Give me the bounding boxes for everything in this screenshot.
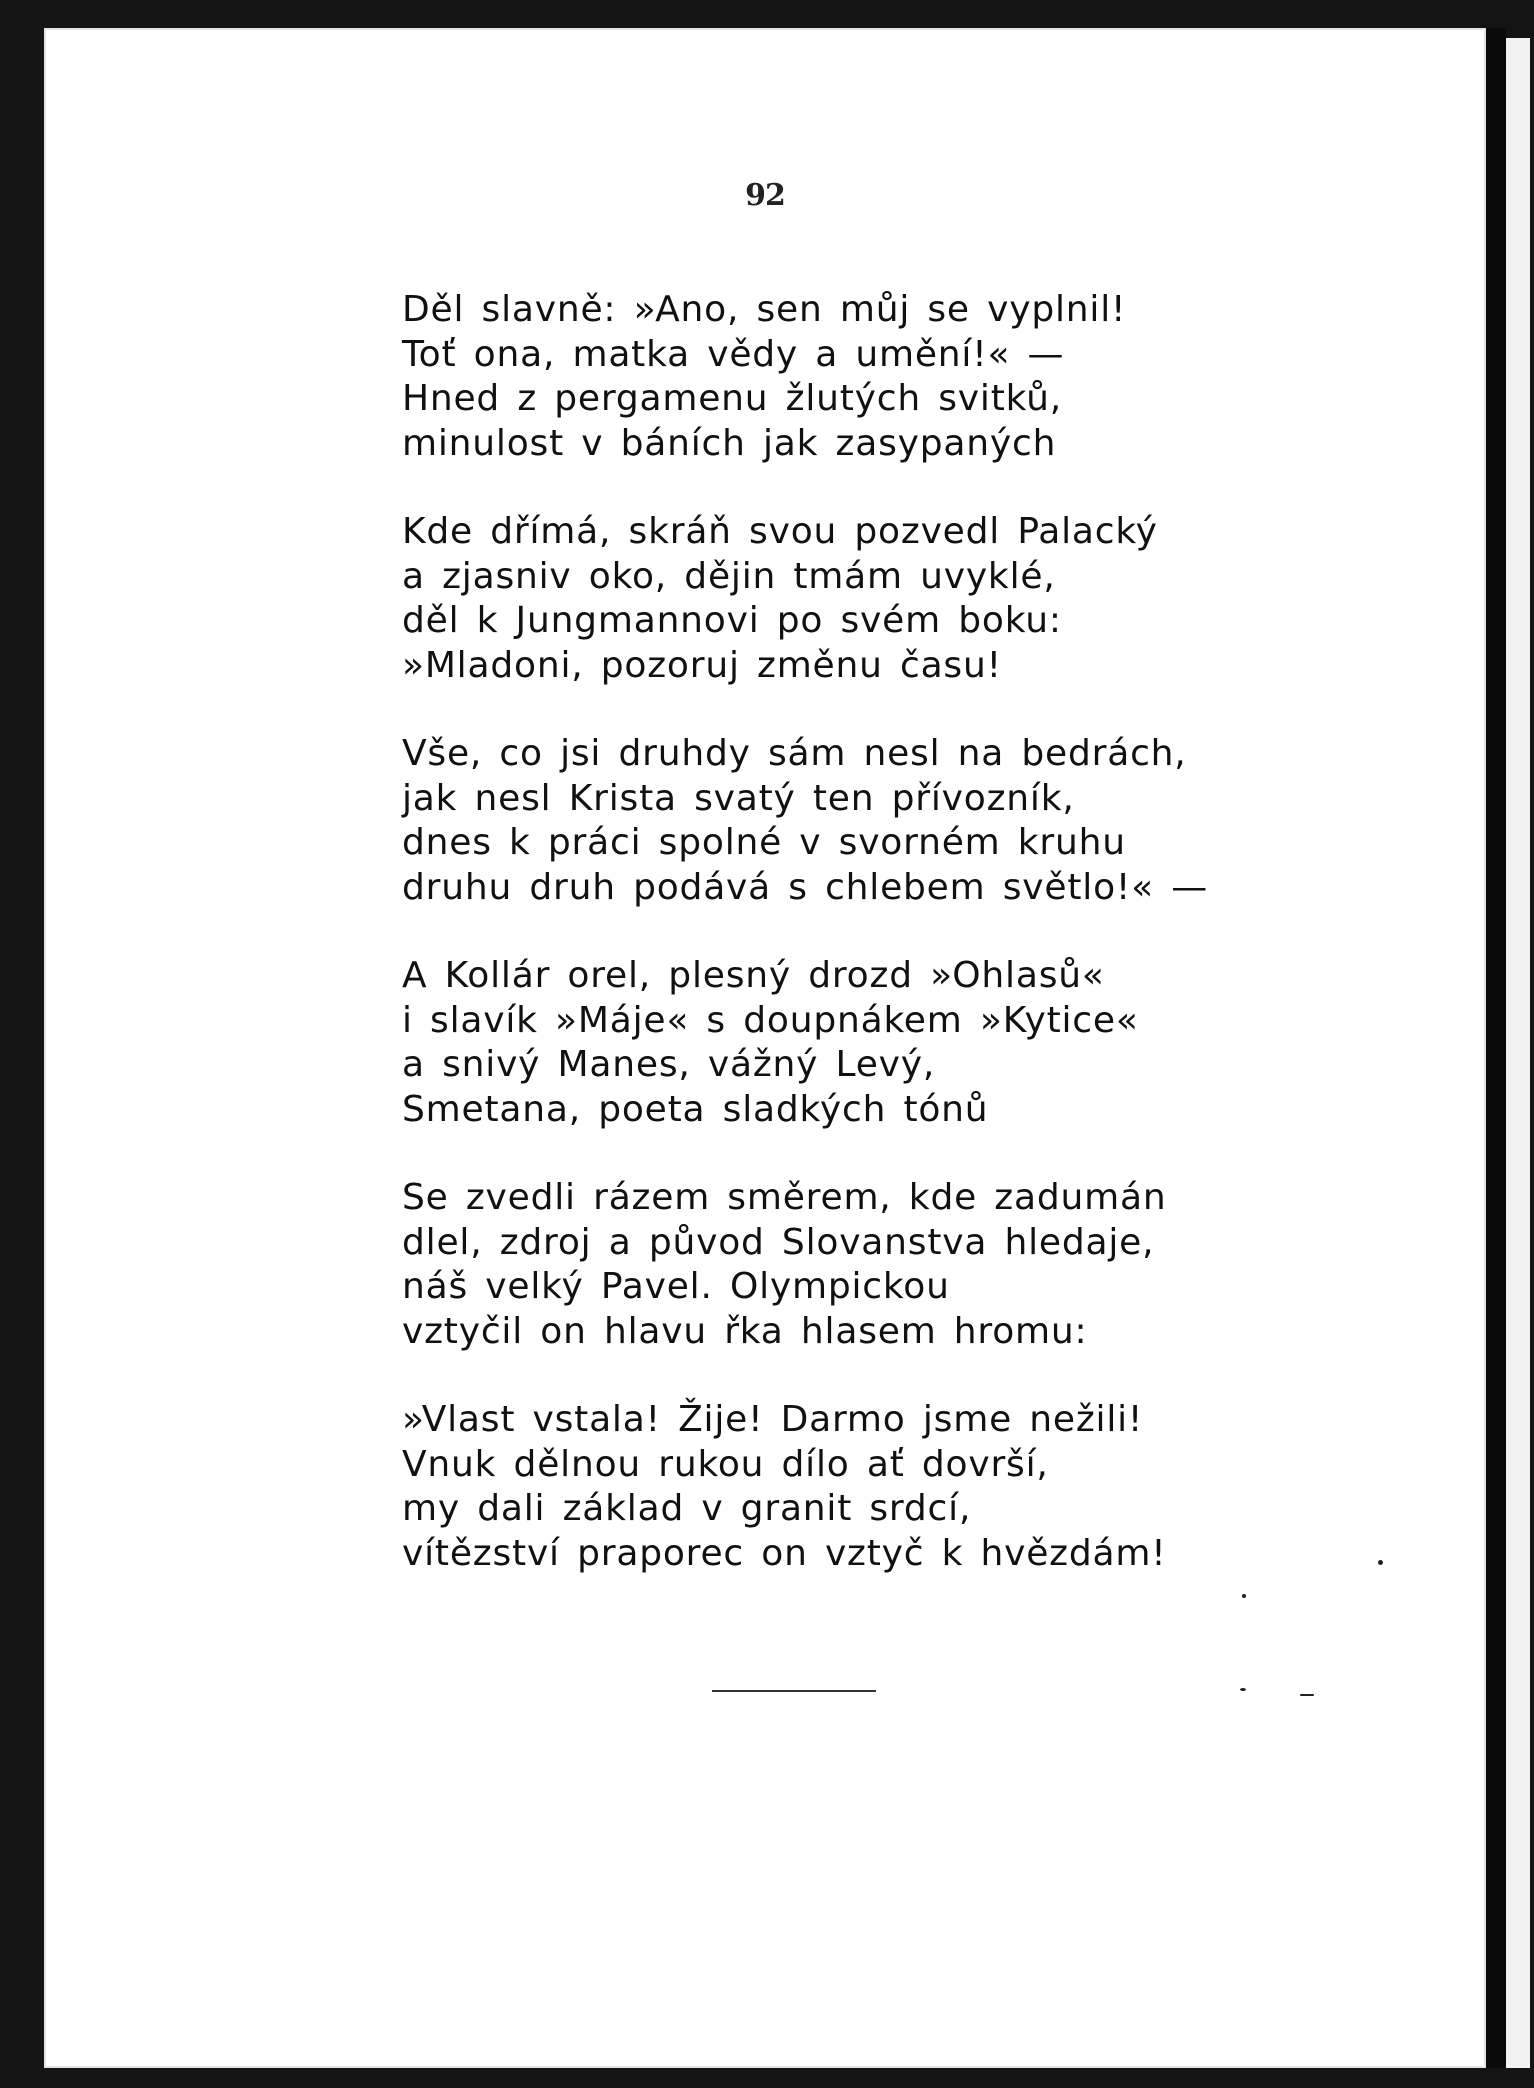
end-rule (712, 1690, 876, 1692)
poem-line: Se zvedli rázem směrem, kde zadumán (402, 1177, 1167, 1218)
stanza-3 (402, 732, 1302, 910)
stanza-2 (402, 510, 1302, 688)
poem-line: i slavík »Máje« s doupnákem »Kytice« (402, 999, 1139, 1041)
poem-line: Vnuk dělnou rukou dílo ať dovrší, (402, 1443, 1049, 1485)
poem-line: dlel, zdroj a původ Slovanstva hledaje, (402, 1221, 1155, 1263)
page-gutter (1486, 28, 1506, 2068)
stanza-1 (402, 288, 1302, 466)
scan-speck (1378, 1560, 1383, 1565)
book-page (44, 28, 1486, 2068)
stanza-4 (402, 954, 1302, 1132)
poem-line: vítězství praporec on vztyč k hvězdám! (402, 1532, 1167, 1574)
poem-line: vztyčil on hlavu řka hlasem hromu: (402, 1310, 1088, 1352)
poem-line: a snivý Manes, vážný Levý, (402, 1044, 936, 1085)
poem (402, 288, 1302, 1620)
stanza-5 (402, 1176, 1302, 1354)
next-page-edge (1506, 38, 1530, 2068)
scan-speck (1300, 1694, 1314, 1696)
poem-line: děl k Jungmannovi po svém boku: (402, 600, 1062, 641)
poem-line: a zjasniv oko, dějin tmám uvyklé, (402, 555, 1056, 597)
poem-line: Smetana, poeta sladkých tónů (402, 1088, 989, 1130)
poem-line: Toť ona, matka vědy a umění!« — (402, 333, 1065, 375)
poem-line: jak nesl Krista svatý ten přívozník, (402, 777, 1075, 819)
poem-line: Hned z pergamenu žlutých svitků, (402, 378, 1063, 419)
poem-line: náš velký Pavel. Olympickou (402, 1266, 950, 1307)
scan-speck (1242, 1594, 1246, 1598)
poem-line: »Vlast vstala! Žije! Darmo jsme nežili! (402, 1399, 1144, 1440)
poem-line: druhu druh podává s chlebem světlo!« — (402, 866, 1208, 908)
poem-line: my dali základ v granit srdcí, (402, 1488, 972, 1529)
poem-line: Děl slavně: »Ano, sen můj se vyplnil! (402, 289, 1127, 330)
poem-line: A Kollár orel, plesný drozd »Ohlasů« (402, 955, 1105, 996)
poem-line: Kde dřímá, skráň svou pozvedl Palacký (402, 511, 1158, 552)
stanza-6 (402, 1398, 1302, 1576)
page-number: 92 (745, 178, 785, 213)
poem-line: »Mladoni, pozoruj změnu času! (402, 644, 1002, 686)
poem-line: Vše, co jsi druhdy sám nesl na bedrách, (402, 733, 1187, 774)
scan-speck (1240, 1688, 1246, 1691)
poem-line: dnes k práci spolné v svorném kruhu (402, 822, 1126, 863)
poem-line: minulost v báních jak zasypaných (402, 422, 1057, 464)
